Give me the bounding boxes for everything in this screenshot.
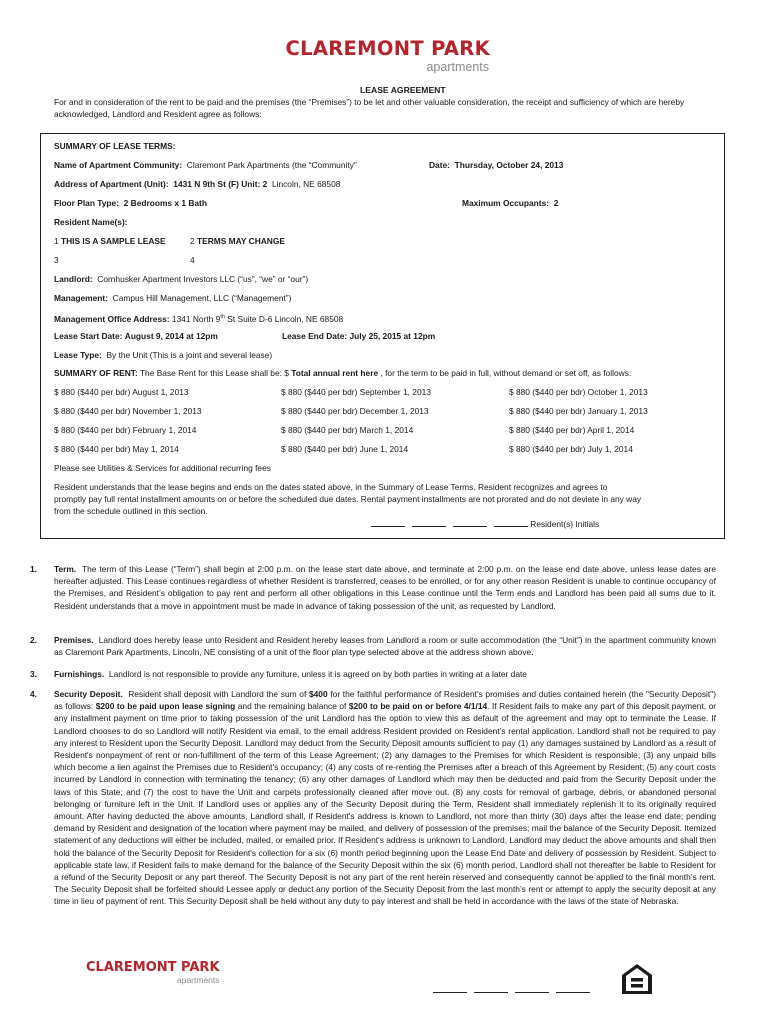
management-row [54,292,291,304]
lease-end-label: Lease End Date: [282,331,348,341]
resident-2-name: TERMS MAY CHANGE [197,236,285,246]
section-title: Security Deposit. [54,689,123,699]
section-text: The term of this Lease (“Term”) shall begin at 2:00 p.m. on the lease start date above, and terminate at 2:00 p.m. on the lease end date above, unless lease dates are hereafter adjusted. This Lease continues regardless of whether Resident is transferred, ceases to be enrolled, or for any other reason Resident is unable to continue occupancy of the Premises, and Resident’s obligation to pay rent and perform all other obligations in this Lease continue until the Term ends and Landlord has been paid all sums due to it. Resident understands that a move in appointment must be made in advance of taking possession of the unit, as requested by Landlord. [54,564,716,611]
address-city: Lincoln, NE 68508 [271,179,341,189]
footer-brand: CLAREMONT PARK [86,960,220,975]
resident-4: 4 [190,255,195,265]
brand-sub: apartments [426,60,489,74]
section-title: Furnishings. [54,669,105,679]
floor-plan-value: 2 Bedrooms x 1 Bath [123,198,207,208]
initial-line[interactable] [474,984,508,993]
section-term [54,563,716,612]
initial-line[interactable] [515,984,549,993]
section-furnishings [54,668,716,680]
understanding-line-1: Resident understands that the lease begins and ends on the dates stated above, in the Summary of Lease Terms. Resident recognizes and agrees to [54,482,608,492]
section-text: Landlord does hereby lease unto Resident and Resident hereby leases from Landlord a room or suite accommodation (the “Unit”) in the apartment community known as Claremont Park Apartments, Lincoln, NE consisting of a unit of the floor plan type selected above at the address shown above [54,635,716,658]
section-number: 3. [30,669,37,679]
installment: $ 880 ($440 per bdr) June 1, 2014 [281,444,409,454]
resident-1 [54,235,166,247]
initial-line[interactable] [412,518,446,527]
section-text: and the remaining balance of [237,701,347,712]
date-value: Thursday, October 24, 2013 [454,160,564,170]
installment: $ 880 ($440 per bdr) May 1, 2014 [54,444,179,454]
floor-plan-label: Floor Plan Type: [54,198,119,208]
management-office-row [54,311,343,325]
floor-plan-row [54,197,207,209]
initial-line[interactable] [453,518,487,527]
section-text: Resident shall deposit with Landlord the sum of [128,689,307,699]
section-title: Premises. [54,635,94,645]
landlord-value: Cornhusker Apartment Investors LLC (“us”, “we” or “our”) [97,274,309,284]
footer-logo [86,960,220,985]
community-value: Claremont Park Apartments (the “Community” [186,160,357,170]
initial-line[interactable] [371,518,405,527]
management-office-rest: St Suite D-6 Lincoln, NE 68508 [227,313,344,324]
claremont-park-logo [286,38,490,74]
installment: $ 880 ($440 per bdr) November 1, 2013 [54,406,202,416]
community-row [54,159,357,171]
address-row [54,178,340,190]
address-value: 1431 N 9th St (F) Unit: 2 [173,179,268,189]
section-number: 1. [30,564,37,574]
resident-3: 3 [54,255,59,265]
section-text: Landlord is not responsible to provide any furniture, unless it is agreed on by both parties in writing at a later date [108,669,527,679]
max-occupants-row [462,197,558,209]
installment: $ 880 ($440 per bdr) October 1, 2013 [509,387,648,397]
initial-line[interactable] [494,518,528,527]
installment: $ 880 ($440 per bdr) March 1, 2014 [281,425,414,435]
deposit-second-payment: $200 to be paid on or before 4/1/14 [348,701,488,712]
section-number: 4. [30,689,37,699]
installment: $ 880 ($440 per bdr) September 1, 2013 [281,387,431,397]
deposit-first-payment: $200 to be paid upon lease signing [95,701,236,712]
utilities-note: Please see Utilities & Services for additional recurring fees [54,463,271,473]
lease-type-label: Lease Type: [54,350,102,360]
section-security-deposit [54,688,716,908]
community-label: Name of Apartment Community: [54,160,183,170]
lease-type-value: By the Unit (This is a joint and several lease) [106,350,273,360]
page-title: LEASE AGREEMENT [360,85,446,95]
intro-paragraph: For and in consideration of the rent to be paid and the premises (the “Premises”) to be let and other valuable consideration, the receipt and sufficiency of which are hereby acknowledged, Landlord and Resident agree as follows: [54,97,685,120]
landlord-label: Landlord: [54,274,93,284]
summary-of-rent-row [54,367,631,379]
initials-label: Resident(s) Initials [530,519,600,529]
management-label: Management: [54,293,108,303]
initials-row [371,518,599,530]
section-title: Term. [54,564,77,574]
rent-amount-placeholder: Total annual rent here [291,368,379,378]
initial-line[interactable] [433,984,467,993]
footer-sub: apartments [177,975,220,985]
section-number: 2. [30,635,37,645]
landlord-row [54,273,308,285]
resident-names-label: Resident Name(s): [54,217,128,227]
lease-type-row [54,349,272,361]
understanding-line-2: promptly pay full rental installment amounts on or before the scheduled due dates. Rental payment installments are not prorated and do not deviate in any way [54,494,642,504]
installment: $ 880 ($440 per bdr) April 1, 2014 [509,425,635,435]
section-premises [54,634,716,658]
footer-initials-lines [433,984,590,996]
address-label: Address of Apartment (Unit): [54,179,169,189]
rent-label: SUMMARY OF RENT: [54,368,138,378]
management-office-label: Management Office Address: [54,313,170,324]
max-occupants-value: 2 [553,198,559,208]
section-text: . If Resident fails to make any part of this deposit payment, or any installment payment on time prior to taking possession of the unit Landlord has the option to view this as default of the agreement and may opt to terminate the Lease. If Landlord chooses to do so Landlord will notify Resident via email, to the email address Resident provided on Resident’s rental application. Landlord shall not be required to pay any interest to Resident upon the Security Deposit. Landlord may deduct from the Security Deposit amounts sufficient to pay (1) any damages sustained by Landlord as a result of Resident's nonpayment of rent or non-fulfillment of the term of this Lease Agreement; (2) any damages to the Premises for which Resident is responsible; (3) any unpaid bills which become a lien against the Premises due to Resident's occupancy; (4) any costs of re-renting the Premises after a breach of this Agreement by Resident; (5) any court costs incurred by Landlord in connection with terminating the tenancy; (6) any other damages of Landlord which may then be deducted and paid from the Security Deposit under the laws of this State; and (7) the cost to have the Unit and carpets professionally cleaned after move out. (8) any costs for removal of garbage, debris, or abandoned personal belonging or furniture left in the Unit. If Landlord uses or applies any of the Security Deposit during the Term, Resident shall immediately replenish it to its originally required amount. After having deducted the above amounts, Landlord shall, if Resident's address is known to Landlord, not more than thirty (30) days after the lease end date; pending demand by Resident and designation of the location where payment may be mailed, and delivery of possession of the premises; mail the balance of the Security Deposit. Itemized statement of any deductions will either be included, mailed, or emailed prior. If Resident's address is unknown to Landlord, Landlord may deduct the above amounts and shall then hold the balance of the Security Deposit for Resident's collection for a six (6) month period beginning upon the Lease End Date and delivery of possession by Resident. Subject to applicable state law, if Resident fails to make demand for the balance of the Security Deposit within the six (6) month period, Landlord shall not thereafter be liable to Resident for a refund of the Security Deposit or any part thereof. The Security Deposit is not any part of the rent herein reserved and consequently cannot be applied to the final month’s rent. The Security Deposit shall be forfeited should Lessee apply or deduct any portion of the Security Deposit from the last month’s rent or attempt to apply the security deposit at any time in lieu of payment of rent. This Security Deposit shall be held without any duty to pay interest and shall be held in accordance with the laws of the state of Nebraska. [54,701,717,907]
deposit-amount: $400 [308,689,328,699]
lease-end-value: July 25, 2015 at 12pm [349,331,436,341]
lease-start-row [54,330,218,342]
rent-post: , for the term to be paid in full, without demand or set off, as follows: [380,368,632,378]
date-label: Date: [429,160,450,170]
lease-end-row [282,330,435,342]
resident-2-num: 2 [190,236,195,246]
section-text: for the faithful performance of Resident's promises and duties contained herein (the "Security Deposit") as follows: [54,689,717,712]
equal-housing-opportunity-icon [620,962,654,996]
installment: $ 880 ($440 per bdr) July 1, 2014 [509,444,633,454]
rent-pre: The Base Rent for this Lease shall be: $ [139,368,289,378]
date-row [429,159,563,171]
installment: $ 880 ($440 per bdr) January 1, 2013 [509,406,648,416]
initial-line[interactable] [556,984,590,993]
resident-1-num: 1 [54,236,59,246]
lease-start-value: August 9, 2014 at 12pm [124,331,218,341]
management-office-street: 1341 North 9 [171,313,221,324]
resident-2 [190,235,285,247]
management-value: Campus Hill Management, LLC (“Management”) [112,293,292,303]
brand-name: CLAREMONT PARK [285,37,490,60]
lease-start-label: Lease Start Date: [54,331,123,341]
summary-heading: SUMMARY OF LEASE TERMS: [54,141,176,151]
installment: $ 880 ($440 per bdr) February 1, 2014 [54,425,197,435]
ordinal-suffix: th [220,314,225,320]
installment: $ 880 ($440 per bdr) August 1, 2013 [54,387,189,397]
resident-1-name: THIS IS A SAMPLE LEASE [61,236,166,246]
installment: $ 880 ($440 per bdr) December 1, 2013 [281,406,429,416]
section-end: . [531,647,534,658]
max-occupants-label: Maximum Occupants: [462,198,550,208]
understanding-line-3: from the schedule outlined in this section. [54,506,208,516]
